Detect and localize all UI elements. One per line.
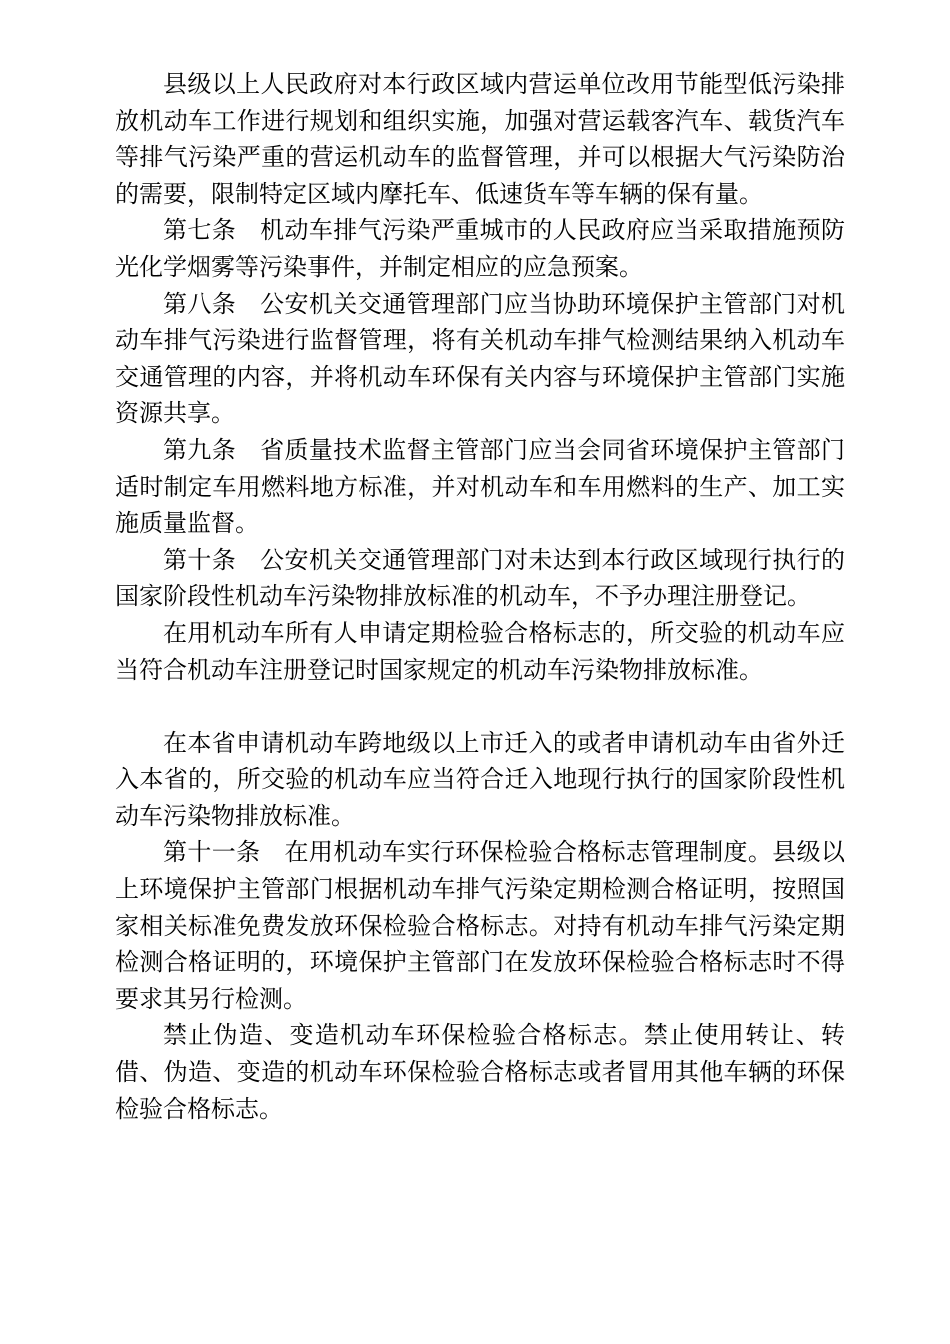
article-number: 第九条: [163, 435, 237, 464]
document-page: [115, 66, 845, 1127]
article-number: 第八条: [163, 289, 237, 318]
article-number: 第十条: [163, 545, 237, 574]
article-number: 第十一条: [163, 838, 261, 867]
article-9: [115, 432, 845, 542]
article-7: [115, 212, 845, 285]
paragraph: [115, 1017, 845, 1127]
paragraph-text: 禁止伪造、变造机动车环保检验合格标志。禁止使用转让、转借、伪造、变造的机动车环保检验合格标志或者冒用其他车辆的环保检验合格标志。: [115, 1021, 845, 1123]
paragraph: [115, 725, 845, 835]
article-8: [115, 286, 845, 432]
paragraph-text: 公安机关交通管理部门应当协助环境保护主管部门对机动车排气污染进行监督管理，将有关机动车排气检测结果纳入机动车交通管理的内容，并将机动车环保有关内容与环境保护主管部门实施资源共享。: [115, 289, 846, 428]
paragraph: [115, 615, 845, 688]
paragraph-text: 在用机动车实行环保检验合格标志管理制度。县级以上环境保护主管部门根据机动车排气污染定期检测合格证明，按照国家相关标准免费发放环保检验合格标志。对持有机动车排气污染定期检测合格证明的，环境保护主管部门在发放环保检验合格标志时不得要求其另行检测。: [115, 838, 846, 1013]
article-11: [115, 834, 845, 1017]
paragraph-text: 在用机动车所有人申请定期检验合格标志的，所交验的机动车应当符合机动车注册登记时国家规定的机动车污染物排放标准。: [115, 618, 845, 684]
paragraph-text: 县级以上人民政府对本行政区域内营运单位改用节能型低污染排放机动车工作进行规划和组织实施，加强对营运载客汽车、载货汽车等排气污染严重的营运机动车的监督管理，并可以根据大气污染防治的需要，限制特定区域内摩托车、低速货车等车辆的保有量。: [115, 70, 845, 208]
paragraph: [115, 66, 845, 212]
paragraph-text: 机动车排气污染严重城市的人民政府应当采取措施预防光化学烟雾等污染事件，并制定相应的应急预案。: [115, 216, 846, 281]
paragraph-text: 在本省申请机动车跨地级以上市迁入的或者申请机动车由省外迁入本省的，所交验的机动车应当符合迁入地现行执行的国家阶段性机动车污染物排放标准。: [115, 728, 845, 830]
paragraph-text: 公安机关交通管理部门对未达到本行政区域现行执行的国家阶段性机动车污染物排放标准的机动车，不予办理注册登记。: [115, 545, 846, 611]
paragraph-text: 省质量技术监督主管部门应当会同省环境保护主管部门适时制定车用燃料地方标准，并对机动车和车用燃料的生产、加工实施质量监督。: [115, 435, 846, 538]
article-10: [115, 542, 845, 615]
article-number: 第七条: [163, 216, 237, 245]
